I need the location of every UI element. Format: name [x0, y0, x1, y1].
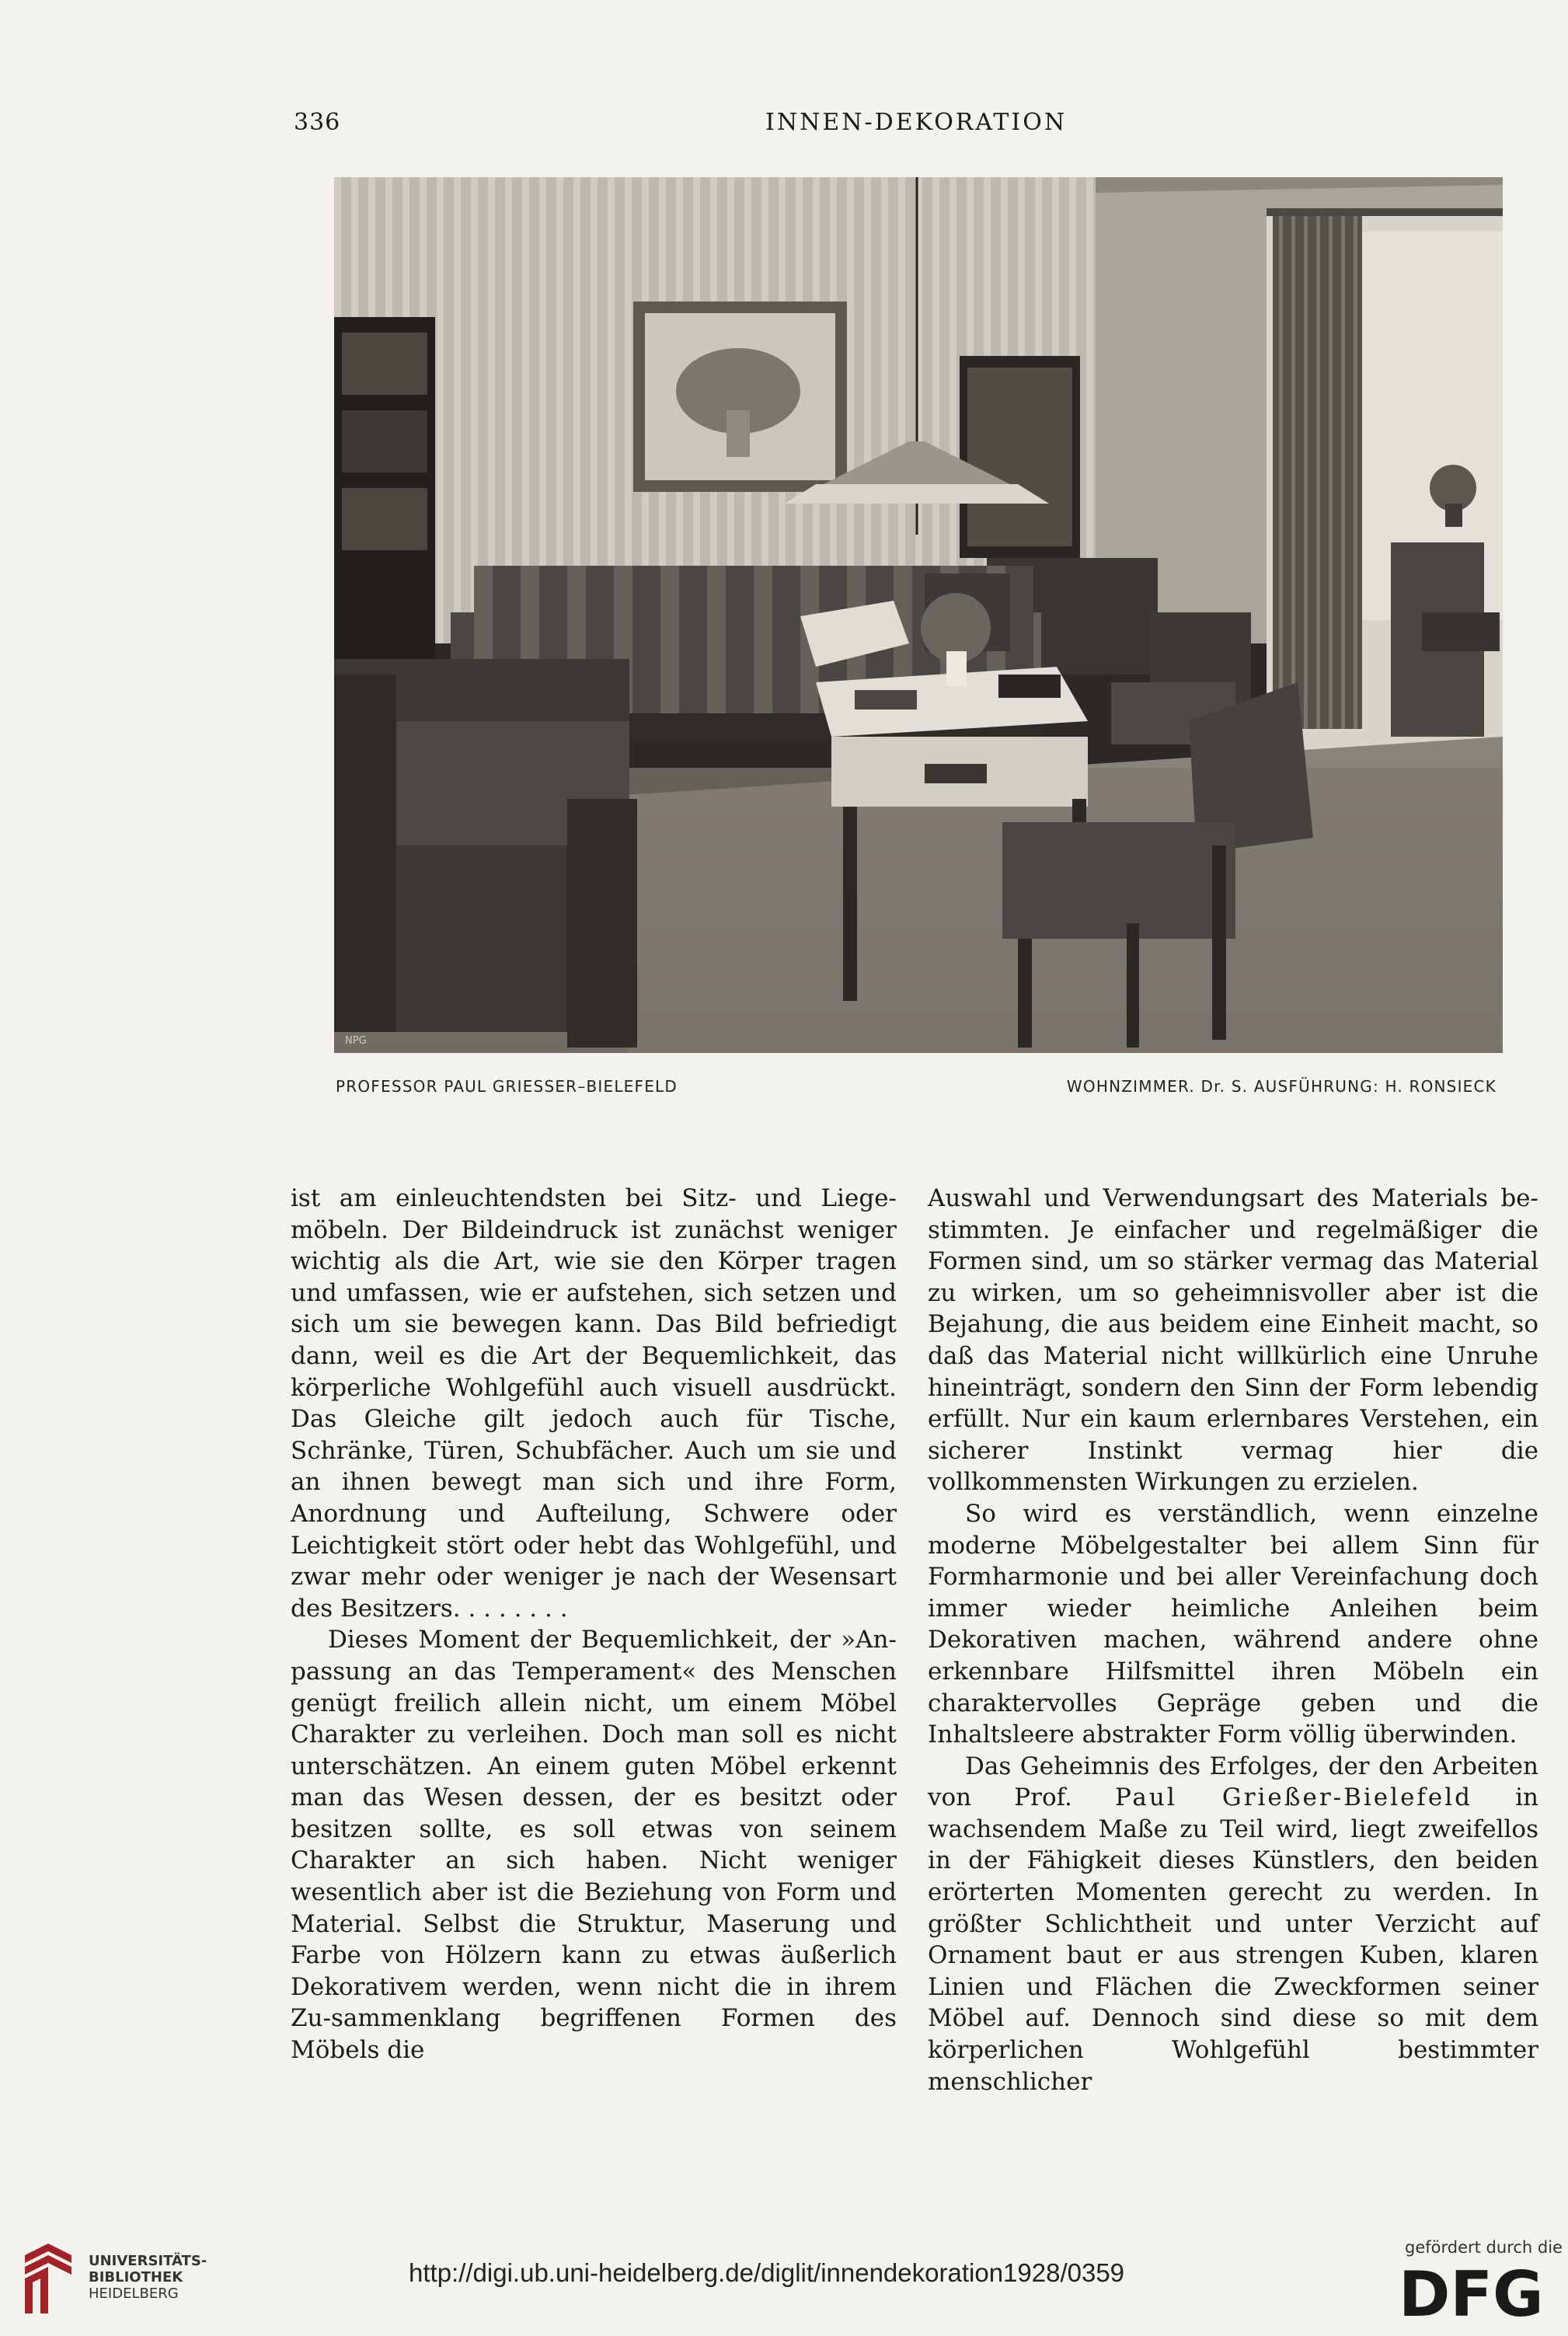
photo-mark: NPG — [345, 1035, 367, 1047]
artist-name: Paul Grießer-Bielefeld — [1114, 1783, 1472, 1812]
paragraph: So wird es verständlich, wenn einzelne moderne Möbelgestalter bei allem Sinn für Formharmonie und bei aller Vereinfachung doch immer wieder heimliche Anleihen beim Dekorativen machen, während andere ohne erkennbare Hilfsmittel ihren Möbeln ein charaktervolles Gepräge geben und die Inhaltsleere abstrakter Form völlig überwinden. — [928, 1499, 1538, 1749]
right-text-column — [928, 1183, 1538, 2097]
paragraph — [928, 1751, 1538, 2098]
library-line-3: HEIDELBERG — [89, 2285, 179, 2302]
dfg-logo — [1399, 2261, 1546, 2324]
running-title: INNEN-DEKORATION — [765, 109, 1068, 136]
paragraph-start: Das Geheimnis des Erfolges, der den Arbeiten von Prof. — [928, 1752, 1538, 1812]
caption-left: PROFESSOR PAUL GRIESSER–BIELEFELD — [336, 1077, 678, 1096]
left-text-column — [291, 1183, 897, 2066]
page-number: 336 — [294, 109, 341, 136]
paragraph: Dieses Moment der Bequemlichkeit, der »An-passung an das Temperament« des Menschen genügt freilich allein nicht, um einem Möbel Charakter zu verleihen. Doch man soll es nicht unterschätzen. An einem guten Möbel erkennt man das Wesen dessen, der es besitzt oder besitzen sollte, es soll etwas von seinem Charakter an sich haben. Nicht weniger wesentlich aber ist die Beziehung von Form und Material. Selbst die Struktur, Maserung und Farbe von Hölzern kann zu etwas äußerlich Dekorativem werden, wenn nicht die in ihrem Zu-sammenklang begriffenen Formen des Möbels die — [291, 1626, 897, 2065]
paragraph: Auswahl und Verwendungsart des Materials be-stimmten. Je einfacher und regelmäßiger die Formen sind, um so stärker vermag das Material zu wirken, um so geheimnisvoller aber ist die Bejahung, die aus beidem eine Einheit macht, so daß das Material nicht willkürlich eine Unruhe hineinträgt, sondern den Sinn der Form lebendig erfüllt. Nur ein kaum erlernbares Verstehen, ein sicherer Instinkt vermag hier die vollkommensten Wirkungen zu erzielen. — [928, 1184, 1538, 1497]
library-name — [89, 2253, 207, 2302]
source-url-link[interactable]: http://digi.ub.uni-heidelberg.de/diglit/innendekoration1928/0359 — [409, 2258, 1125, 2287]
funding-label: gefördert durch die — [1405, 2238, 1563, 2257]
paragraph: ist am einleuchtendsten bei Sitz- und Liege-möbeln. Der Bildeindruck ist zunächst weniger wichtig als die Art, wie sie den Körper tragen und umfassen, wie er aufstehen, sich setzen und sich um sie bewegen kann. Das Bild befriedigt dann, weil es die Art der Bequemlichkeit, das körperliche Wohlgefühl auch visuell ausdrückt. Das Gleiche gilt jedoch auch für Tische, Schränke, Türen, Schubfächer. Auch um sie und an ihnen bewegt man sich und ihre Form, Anordnung und Aufteilung, Schwere oder Leichtigkeit stört oder hebt das Wohlgefühl, und zwar mehr oder weniger je nach der Wesensart des Besitzers. . . . . . . . — [291, 1184, 897, 1623]
caption-right: WOHNZIMMER. Dr. S. AUSFÜHRUNG: H. RONSIECK — [1066, 1077, 1497, 1096]
library-line-2: BIBLIOTHEK — [89, 2269, 183, 2285]
library-logo-icon — [17, 2240, 79, 2317]
paragraph-rest: in wachsendem Maße zu Teil wird, liegt zweifellos in der Fähigkeit dieses Künstlers, den beiden erörterten Momenten gerecht zu werden. In größter Schlichtheit und unter Verzicht auf Ornament baut er aus strengen Kuben, klaren Linien und Flächen die Zweckformen seiner Möbel auf. Dennoch sind diese so mit dem körperlichen Wohlgefühl bestimmter menschlicher — [928, 1783, 1539, 2096]
dfg-logo-text: DFG — [1399, 2261, 1544, 2324]
library-line-1: UNIVERSITÄTS- — [89, 2253, 207, 2269]
living-room-photograph — [334, 177, 1503, 1053]
